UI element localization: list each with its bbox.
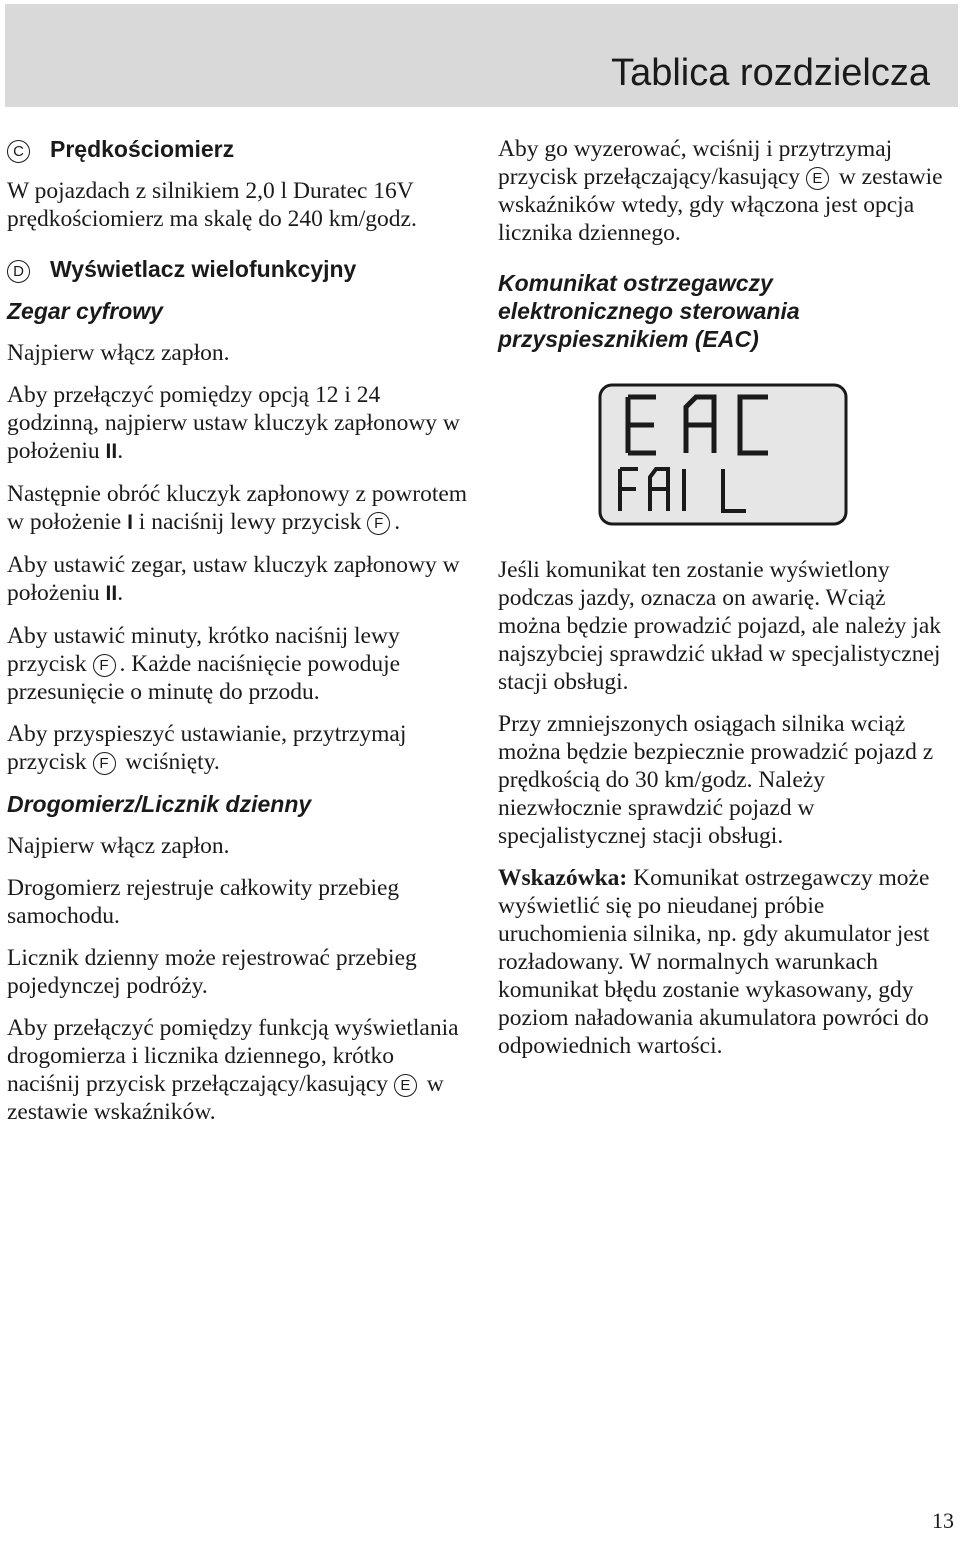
roman-numeral: I (127, 511, 133, 534)
section-heading-speedometer (7, 135, 469, 163)
text: Następnie obróć kluczyk zapłonowy z powrotem w położenie (7, 481, 468, 535)
note (498, 864, 952, 1060)
odo-p4 (7, 1014, 469, 1126)
clock-p3 (7, 480, 469, 537)
subheading-eac: Komunikat ostrzegawczy elektronicznego sterowania przyspiesznikiem (EAC) (498, 270, 800, 352)
left-column (7, 135, 469, 1140)
note-label: Wskazówka: (498, 865, 628, 891)
clock-p4 (7, 551, 469, 608)
button-f-icon: F (93, 654, 116, 677)
button-e-icon: E (806, 167, 829, 190)
button-e-icon: E (394, 1074, 417, 1097)
text: i naciśnij lewy przycisk (132, 509, 368, 535)
text: Aby przełączyć pomiędzy opcją 12 i 24 godzinną, najpierw ustaw kluczyk zapłonowy w położeniu (7, 382, 460, 464)
lcd-eac-fail-icon (598, 383, 848, 526)
eac-p2: Przy zmniejszonych osiągach silnika wciąż można będzie bezpiecznie prowadzić pojazd z prędkością do 30 km/godz. Należy niezwłocznie sprawdzić pojazd w specjalistycznej stacji obsługi. (498, 711, 934, 849)
text: . (394, 509, 401, 535)
eac-p1: Jeśli komunikat ten zostanie wyświetlony podczas jazdy, oznacza on awarię. Wciąż można będzie prowadzić pojazd, ale należy jak najszybciej sprawdzić układ w specjalistycznej stacji obsługi. (498, 557, 942, 695)
subheading-odometer: Drogomierz/Licznik dzienny (7, 791, 312, 817)
odo-p2: Drogomierz rejestruje całkowity przebieg samochodu. (7, 875, 400, 929)
button-f-icon: F (367, 512, 390, 535)
lcd-display (598, 383, 848, 526)
clock-p6 (7, 720, 469, 776)
text: Aby ustawić minuty, krótko naciśnij lewy przycisk (7, 623, 400, 677)
marker-c-icon: C (7, 140, 30, 163)
subheading-clock: Zegar cyfrowy (7, 298, 163, 324)
roman-numeral: II (105, 582, 118, 605)
text: w zestawie wskaźników wtedy, gdy włączona jest opcja licznika dziennego. (498, 164, 943, 246)
clock-p5 (7, 622, 469, 706)
page-title: Tablica rozdzielcza (611, 52, 930, 94)
text: Aby przyspieszyć ustawianie, przytrzymaj przycisk (7, 721, 407, 775)
heading-text: Wyświetlacz wielofunkcyjny (50, 256, 357, 282)
marker-d-icon: D (7, 260, 30, 283)
odo-p1: Najpierw włącz zapłon. (7, 833, 230, 859)
clock-p2 (7, 381, 469, 466)
text: w zestawie wskaźników. (7, 1071, 444, 1125)
section-heading-display (7, 255, 469, 283)
text: Aby go wyzerować, wciśnij i przytrzymaj przycisk przełączający/kasujący (498, 136, 893, 190)
button-f-icon: F (93, 752, 116, 775)
text: . (117, 580, 124, 606)
clock-p1: Najpierw włącz zapłon. (7, 340, 230, 366)
note-text: Komunikat ostrzegawczy może wyświetlić się po nieudanej próbie uruchomienia silnika, np. gdy akumulator jest rozładowany. W normalnych warunkach komunikat błędu zostanie wykasowany, gdy poziom naładowania akumulatora powróci do odpowiednich wartości. (498, 865, 930, 1059)
right-column (498, 135, 952, 1074)
heading-text: Prędkościomierz (50, 136, 235, 162)
text: . Każde naciśnięcie powoduje przesunięcie o minutę do przodu. (7, 651, 401, 705)
odo-p3: Licznik dzienny może rejestrować przebieg pojedynczej podróży. (7, 945, 417, 999)
speedometer-text: W pojazdach z silnikiem 2,0 l Duratec 16V prędkościomierz ma skalę do 240 km/godz. (7, 178, 417, 232)
roman-numeral: II (105, 440, 118, 463)
text: . (117, 438, 124, 464)
text: wciśnięty. (119, 749, 220, 775)
text: Aby przełączyć pomiędzy funkcją wyświetlania drogomierza i licznika dziennego, krótko naciśnij przycisk przełączający/kasujący (7, 1015, 459, 1097)
page-number: 13 (932, 1508, 954, 1533)
reset-text (498, 135, 952, 247)
text: Aby ustawić zegar, ustaw kluczyk zapłonowy w położeniu (7, 552, 460, 606)
